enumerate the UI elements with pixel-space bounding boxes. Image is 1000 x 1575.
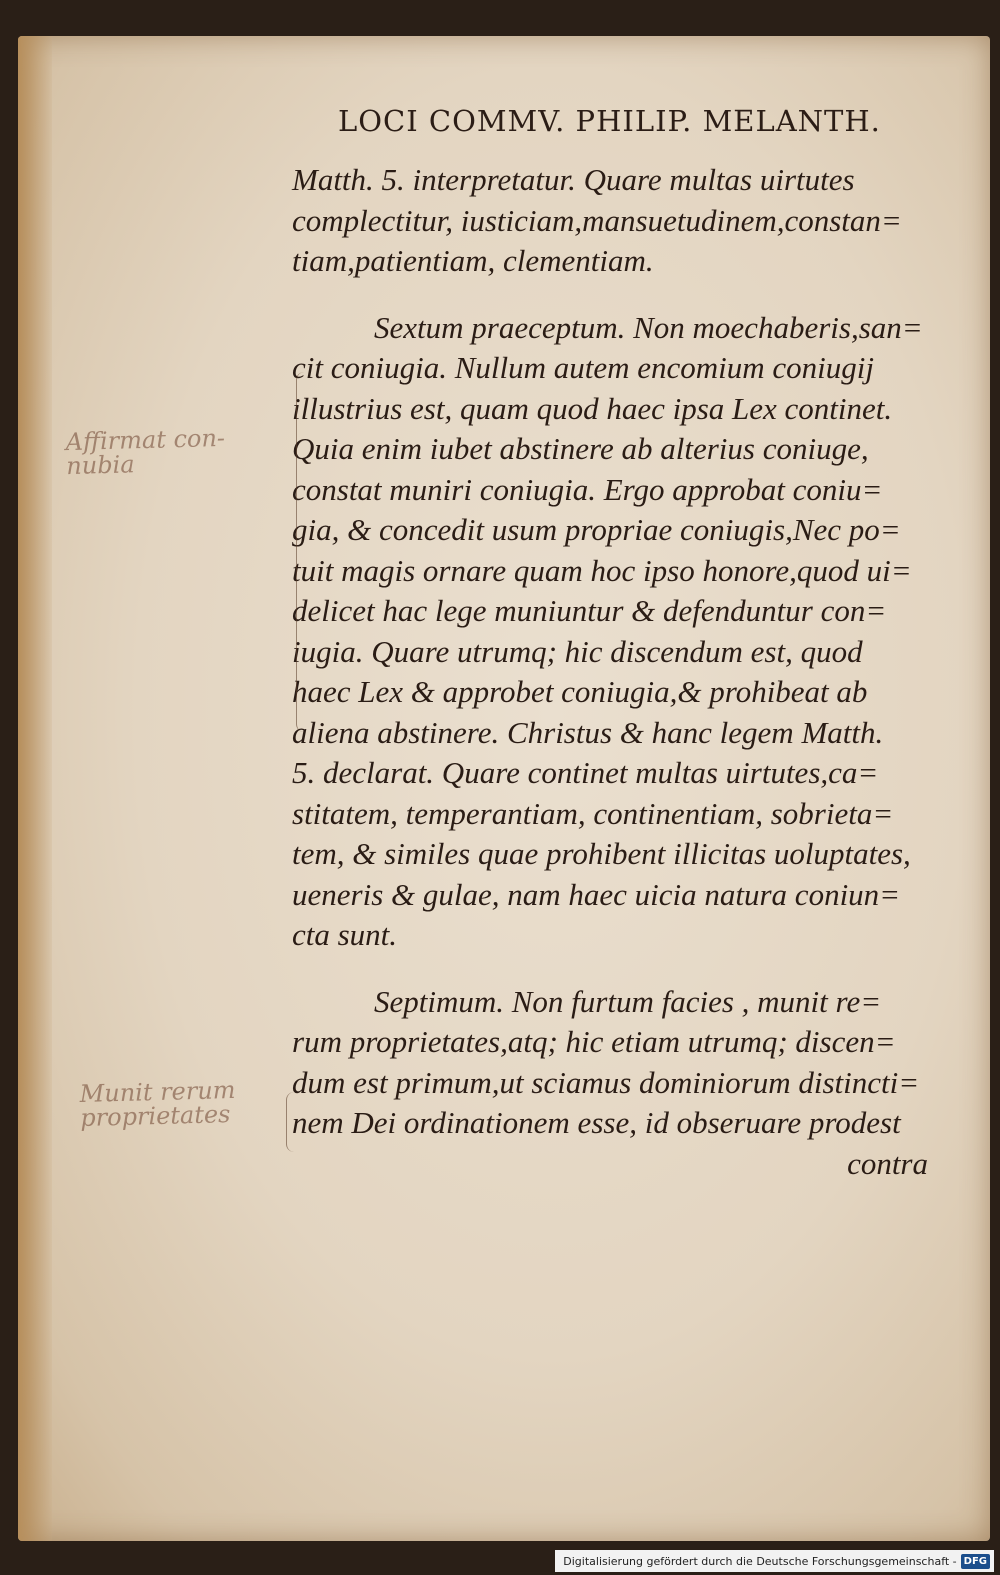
page-edge-shadow — [18, 36, 52, 1541]
text-line: nem Dei ordinationem esse, id obseruare prodest — [292, 1105, 901, 1140]
text-line: Septimum. Non furtum facies , munit re= — [374, 983, 882, 1019]
dfg-logo: DFG — [961, 1554, 990, 1569]
text-line: illustrius est, quam quod haec ipsa Lex continet. — [292, 390, 893, 426]
text-line: aliena abstinere. Christus & hanc legem Matth. — [292, 714, 884, 750]
text-line: haec Lex & approbet coniugia,& prohibeat ab — [292, 674, 868, 709]
text-line: stitatem, temperantiam, continentiam, sobrieta= — [292, 795, 894, 831]
body-text-block — [292, 160, 942, 1184]
text-line: cta sunt. — [292, 917, 398, 952]
marginal-note-1: Affirmat con- nubia — [65, 423, 226, 481]
text-line: dum est primum,ut sciamus dominiorum distincti= — [292, 1064, 920, 1100]
catchword: contra — [847, 1145, 928, 1181]
text-line: tem, & similes quae prohibent illicitas uoluptates, — [292, 836, 911, 871]
text-line: complectitur, iusticiam,mansuetudinem,constan= — [292, 202, 902, 238]
text-line: rum proprietates,atq; hic etiam utrumq; discen= — [292, 1024, 896, 1059]
text-line: 5. declarat. Quare continet multas uirtutes,ca= — [292, 755, 879, 790]
footer-credit-text: Digitalisierung gefördert durch die Deutsche Forschungsgemeinschaft - — [563, 1554, 957, 1568]
text-line: cit coniugia. Nullum autem encomium coniugij — [292, 350, 875, 385]
paragraph-gap — [292, 282, 942, 308]
text-line: Matth. 5. interpretatur. Quare multas uirtutes — [292, 162, 855, 197]
running-head: LOCI COMMV. PHILIP. MELANTH. — [338, 104, 881, 138]
digitization-footer — [555, 1550, 994, 1572]
text-line: tuit magis ornare quam hoc ipso honore,quod ui= — [292, 552, 912, 588]
text-line: tiam,patientiam, clementiam. — [292, 243, 654, 278]
margin-bracket-1 — [296, 372, 305, 732]
text-line: Sextum praeceptum. Non moechaberis,san= — [374, 309, 923, 345]
text-line: iugia. Quare utrumq; hic discendum est, quod — [292, 633, 863, 669]
text-line: ueneris & gulae, nam haec uicia natura coniun= — [292, 876, 901, 912]
margin-bracket-2 — [286, 1092, 295, 1152]
text-line: gia, & concedit usum propriae coniugis,Nec po= — [292, 512, 901, 547]
text-line: delicet hac lege muniuntur & defenduntur con= — [292, 593, 887, 628]
text-line: Quia enim iubet abstinere ab alterius coniuge, — [292, 431, 869, 466]
paragraph-gap — [292, 956, 942, 982]
text-line: constat muniri coniugia. Ergo approbat coniu= — [292, 471, 883, 507]
marginal-note-2: Munit rerum proprietates — [79, 1075, 236, 1133]
